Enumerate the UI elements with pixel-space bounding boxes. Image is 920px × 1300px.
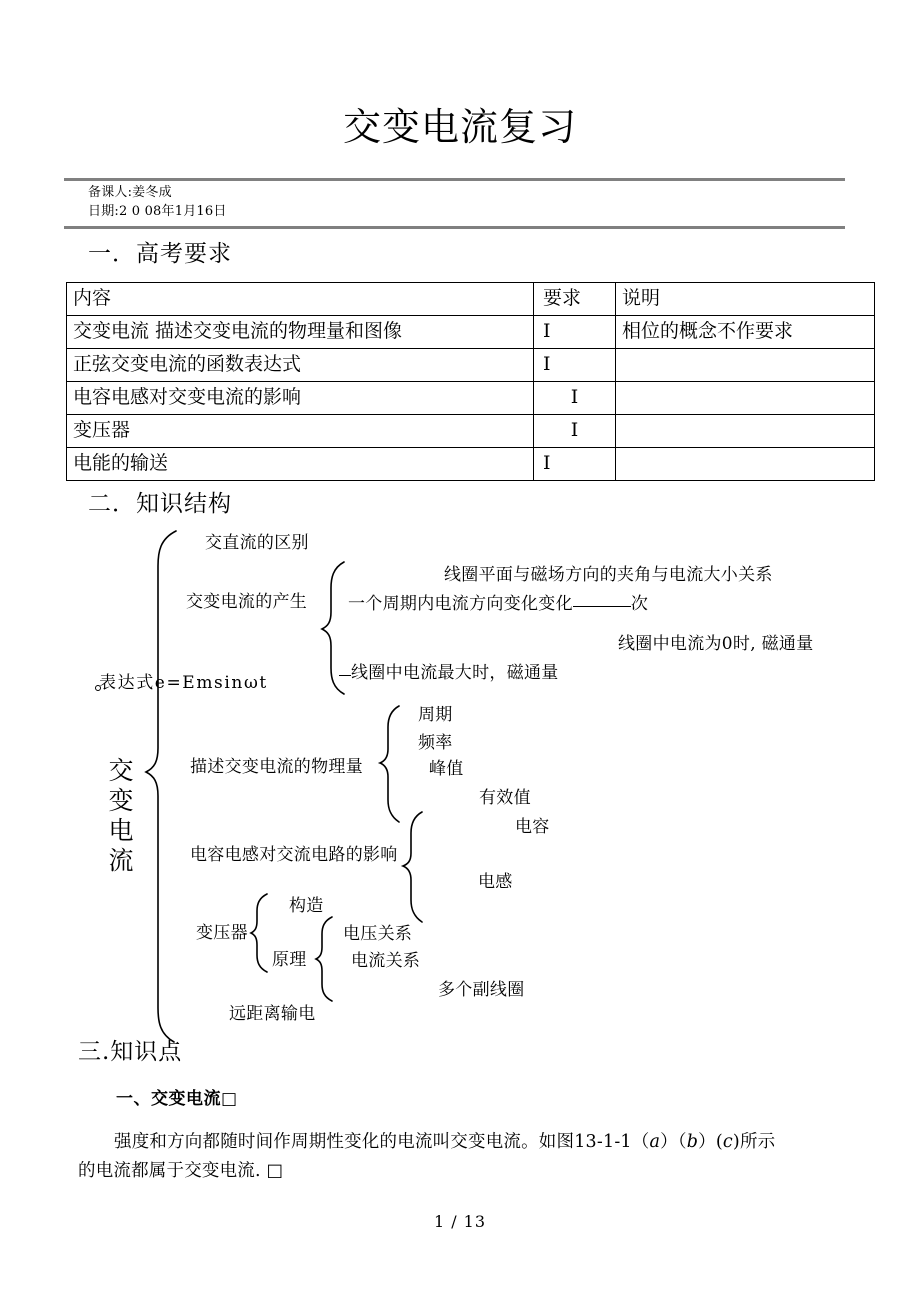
table-cell-level: I <box>534 448 616 481</box>
paragraph-text-4: )所示的电流都属于交变电流. □ <box>78 1132 776 1181</box>
diagram-node-direction-changes-unit: 次 <box>630 594 649 614</box>
paragraph-text-1: 强度和方向都随时间作周期性变化的电流叫交变电流。如图13-1-1（ <box>114 1132 650 1152</box>
table-header-content: 内容 <box>67 283 534 316</box>
diagram-node-principle: 原理 <box>272 950 307 970</box>
brace-capacitance-inductance <box>403 812 422 922</box>
table-cell-level: I <box>534 415 616 448</box>
diagram-node-transformer: 变压器 <box>196 923 248 943</box>
table-cell-note <box>616 415 875 448</box>
table-cell-note <box>616 448 875 481</box>
section-heading-knowledge-structure: 二．知识结构 <box>88 491 232 517</box>
table-header-level: 要求 <box>534 283 616 316</box>
diagram-node-current-zero-flux: 线圈中电流为0时, 磁通量 <box>618 634 814 654</box>
diagram-root-label: 交变电流 <box>108 756 134 875</box>
author-line: 备课人:姜冬成 <box>88 185 172 200</box>
table-row <box>67 316 875 349</box>
paragraph-label-b: b <box>686 1132 699 1152</box>
brace-quantities <box>380 706 399 822</box>
table-row <box>67 448 875 481</box>
fill-in-blank <box>573 606 631 607</box>
table-cell-content: 电能的输送 <box>67 448 534 481</box>
fill-in-blank <box>339 675 351 676</box>
diagram-node-ac-dc-difference: 交直流的区别 <box>205 533 309 553</box>
page-title: 交变电流复习 <box>342 105 577 149</box>
diagram-node-describing-quantities: 描述交变电流的物理量 <box>190 757 363 777</box>
diagram-node-long-distance-transmission: 远距离输电 <box>229 1004 316 1024</box>
table-cell-note <box>616 382 875 415</box>
diagram-node-expression: 表达式e=Emsinωt <box>99 673 268 693</box>
table-cell-content: 正弦交变电流的函数表达式 <box>67 349 534 382</box>
paragraph-text-3: ）( <box>698 1132 723 1152</box>
table-cell-content: 变压器 <box>67 415 534 448</box>
table-cell-note <box>616 349 875 382</box>
table-cell-content: 电容电感对交变电流的影响 <box>67 382 534 415</box>
diagram-node-period: 周期 <box>418 705 453 725</box>
table-cell-note: 相位的概念不作要求 <box>616 316 875 349</box>
table-row <box>67 382 875 415</box>
brace-transformer <box>251 894 267 972</box>
diagram-node-current-relation: 电流关系 <box>351 951 421 971</box>
table-cell-level: I <box>534 382 616 415</box>
diagram-node-current-max-flux-text: 线圈中电流最大时，磁通量 <box>351 663 559 683</box>
table-row <box>67 415 875 448</box>
diagram-node-construction: 构造 <box>289 896 324 916</box>
section-heading-exam-requirements: 一．高考要求 <box>88 241 232 267</box>
diagram-node-direction-changes-text: 一个周期内电流方向变化变化 <box>348 594 573 614</box>
header-rule-bottom <box>64 226 845 229</box>
diagram-node-multiple-secondary-coils: 多个副线圈 <box>438 980 525 1000</box>
diagram-node-frequency: 频率 <box>418 733 453 753</box>
header-rule-top <box>64 178 845 181</box>
exam-requirements-table <box>66 282 875 481</box>
table-cell-content: 交变电流 描述交变电流的物理量和图像 <box>67 316 534 349</box>
body-paragraph <box>78 1128 778 1186</box>
table-header-row <box>67 283 875 316</box>
diagram-node-inductance: 电感 <box>478 872 513 892</box>
table-header-note: 说明 <box>616 283 875 316</box>
brace-principle <box>316 917 332 1001</box>
diagram-node-direction-changes <box>348 594 648 615</box>
diagram-node-coil-plane-angle: 线圈平面与磁场方向的夹角与电流大小关系 <box>444 565 773 585</box>
table-cell-level: I <box>534 349 616 382</box>
subsection-heading-alternating-current: 一、交变电流□ <box>116 1089 238 1109</box>
paragraph-label-a: a <box>649 1132 661 1152</box>
diagram-node-capacitance: 电容 <box>515 817 550 837</box>
date-line: 日期:2 0 08年1月16日 <box>88 204 227 219</box>
diagram-node-voltage-relation: 电压关系 <box>343 924 413 944</box>
paragraph-text-2: ）（ <box>660 1132 687 1152</box>
brace-root <box>146 531 176 1042</box>
diagram-node-current-max-flux <box>339 663 559 684</box>
page-footer: 1 / 13 <box>433 1212 487 1231</box>
diagram-node-peak-value: 峰值 <box>429 759 464 779</box>
table-row <box>67 349 875 382</box>
diagram-node-cap-ind-effect: 电容电感对交流电路的影响 <box>190 845 398 865</box>
paragraph-label-c: c <box>722 1132 733 1152</box>
diagram-node-ac-generation: 交变电流的产生 <box>186 592 308 612</box>
table-cell-level: I <box>534 316 616 349</box>
diagram-node-rms-value: 有效值 <box>479 788 531 808</box>
section-heading-knowledge-points: 三.知识点 <box>78 1039 183 1065</box>
